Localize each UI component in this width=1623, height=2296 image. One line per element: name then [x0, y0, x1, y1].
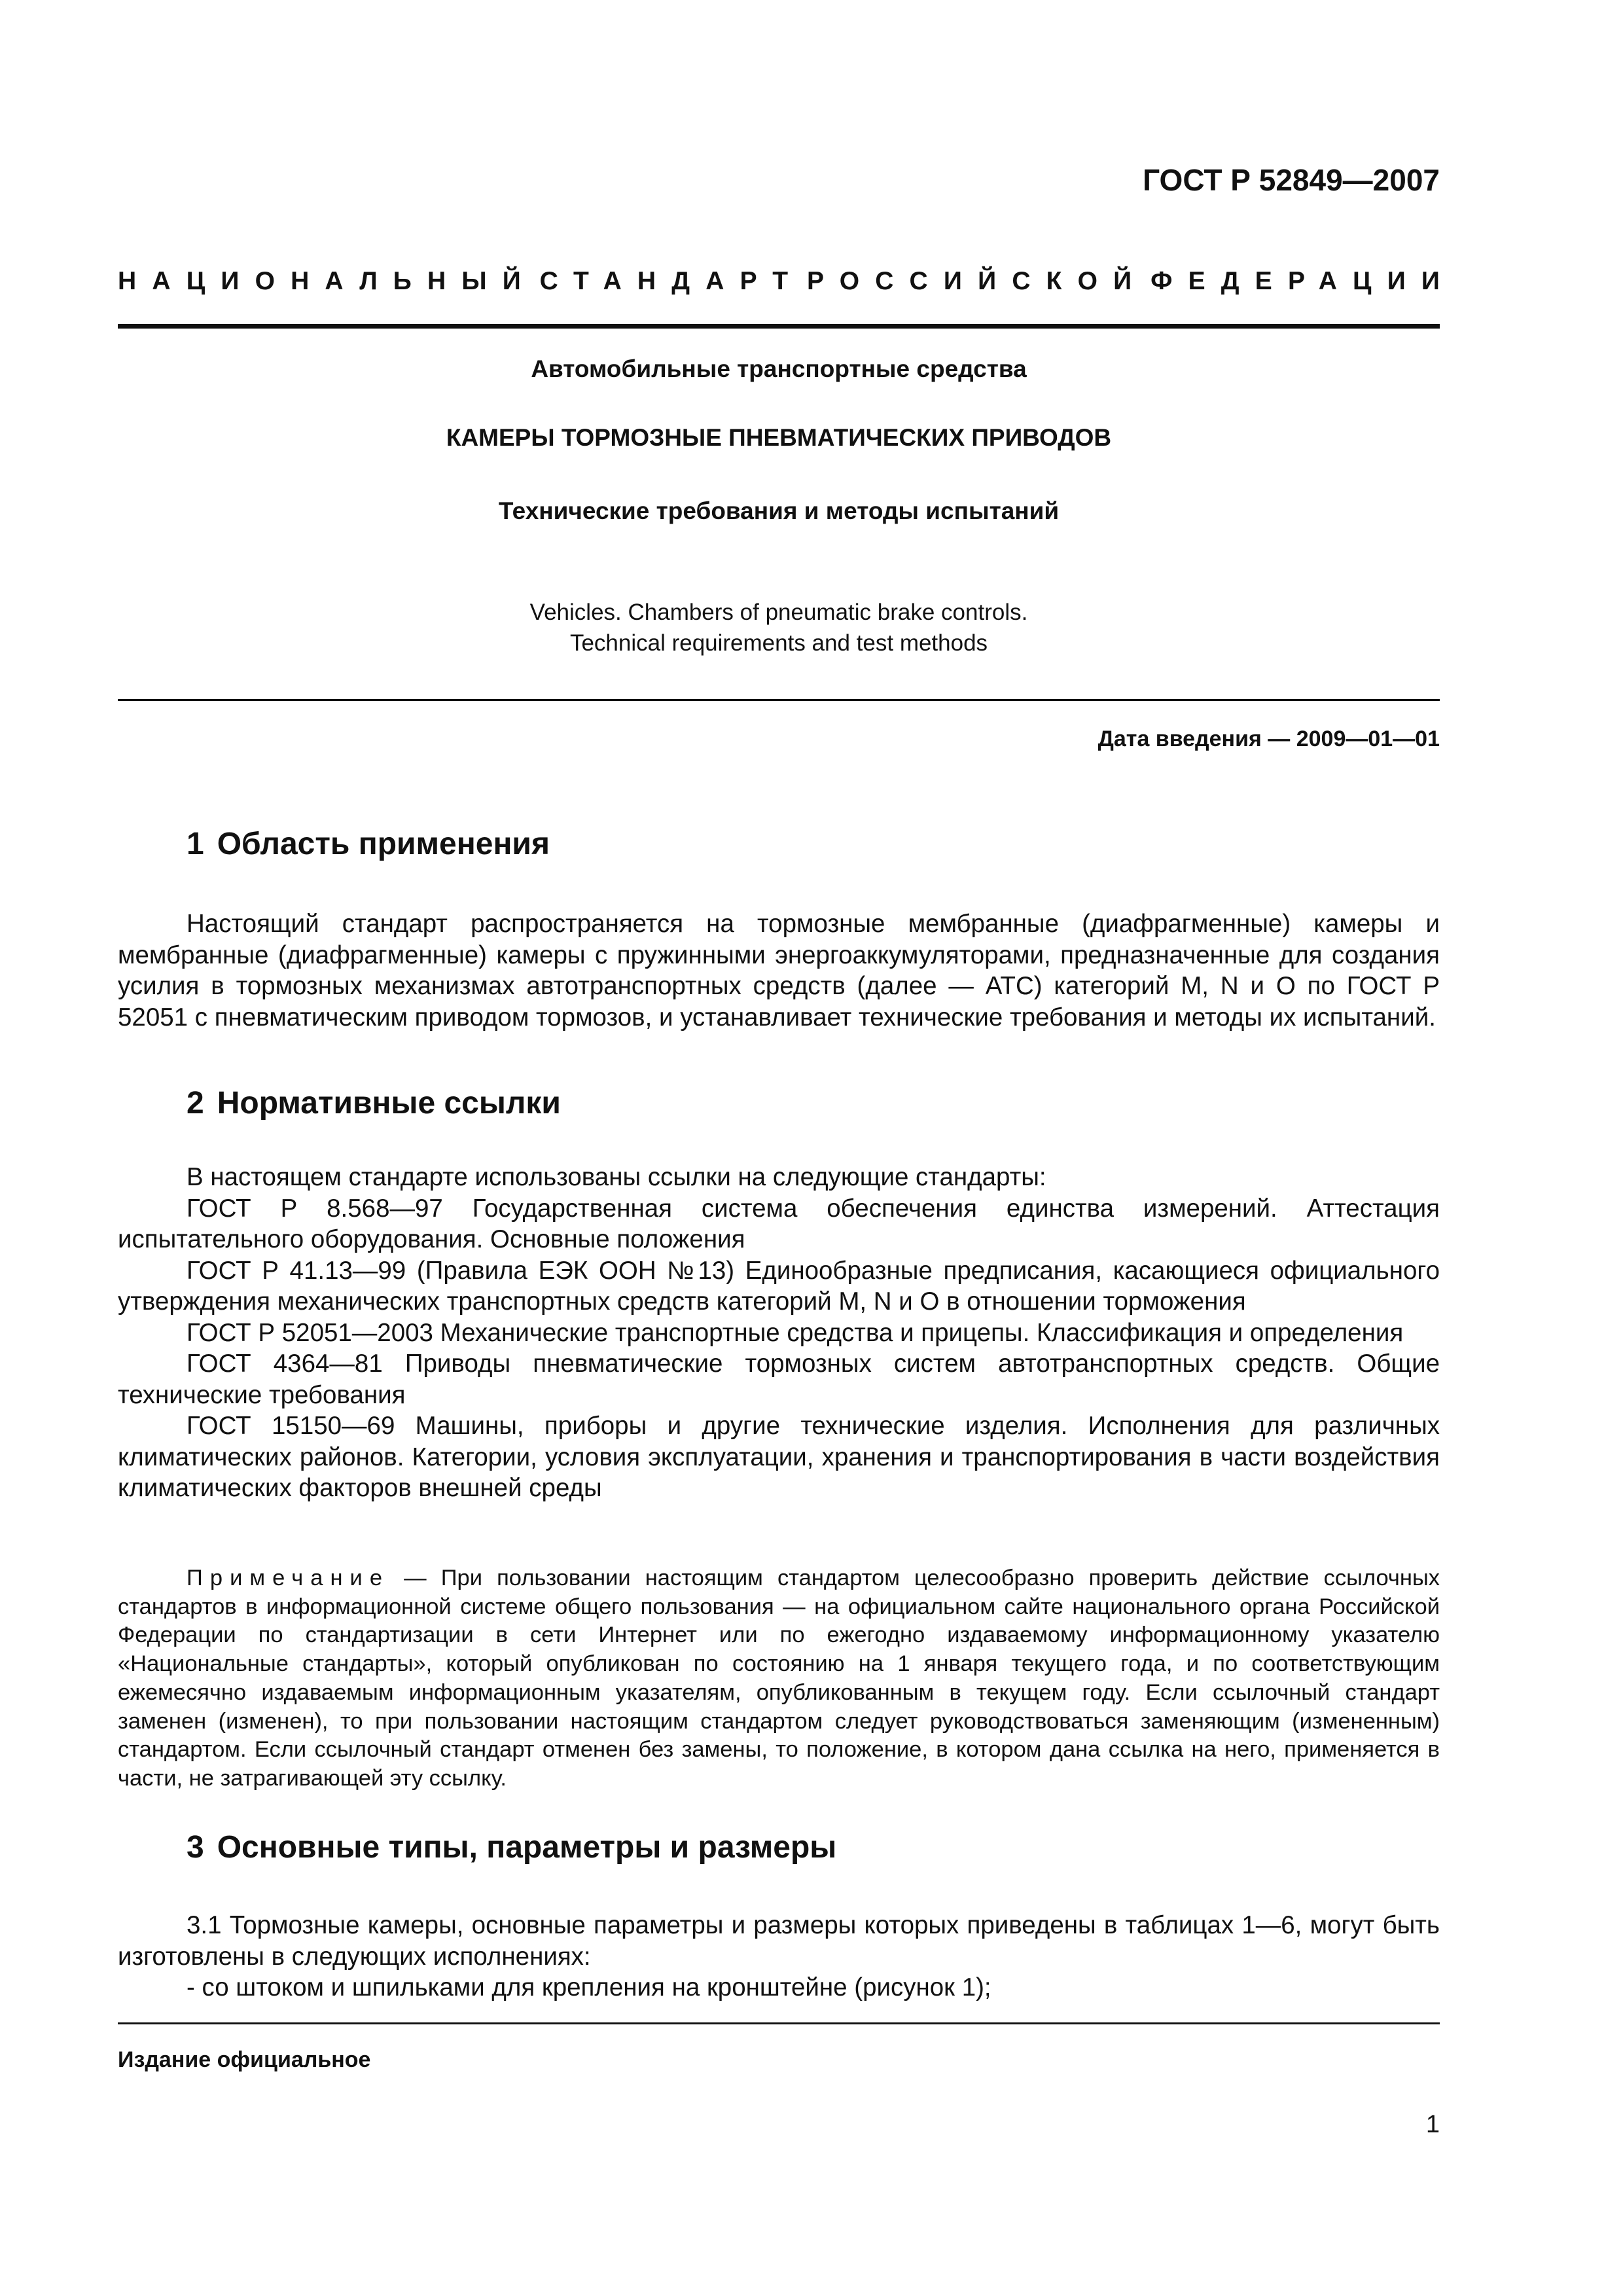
section-title: Область применения [217, 827, 550, 861]
banner-word: РОССИЙСКОЙ [807, 267, 1148, 295]
paragraph: 3.1 Тормозные камеры, основные параметры и размеры которых приведены в таблицах 1—6, могут быть изготовлены в следующих исполнениях: [118, 1911, 1440, 1971]
note-paragraph [118, 1564, 1440, 1793]
section-3-body [118, 1910, 1440, 2003]
title-subtitle: Технические требования и методы испытаний [498, 497, 1060, 524]
title-category: Автомобильные транспортные средства [531, 355, 1027, 382]
reference-item: ГОСТ Р 41.13—99 (Правила ЕЭК ООН №13) Единообразные предписания, касающиеся официального утверждения механических транспортных средств категорий М, N и О в отношении торможения [118, 1256, 1440, 1316]
section-number: 2 [187, 1086, 204, 1121]
section-heading-3 [187, 1829, 836, 1865]
section-heading-1 [187, 826, 550, 862]
reference-item: ГОСТ 4364—81 Приводы пневматические тормозных систем автотранспортных средств. Общие технические требования [118, 1350, 1440, 1409]
section-number: 3 [187, 1830, 204, 1865]
section-2-body [118, 1162, 1440, 1504]
english-title-line: Technical requirements and test methods [569, 630, 988, 656]
reference-item: ГОСТ Р 8.568—97 Государственная система обеспечения единства измерений. Аттестация испытательного оборудования. Основные положения [118, 1194, 1440, 1253]
section-heading-2 [187, 1085, 561, 1121]
document-code: ГОСТ Р 52849—2007 [1143, 163, 1440, 197]
reference-item: ГОСТ 15150—69 Машины, приборы и другие технические изделия. Исполнения для различных климатических районов. Категории, условия эксплуатации, хранения и транспортирования в части воздействия климатических факторов внешней среды [118, 1412, 1440, 1502]
introduction-date: Дата введения — 2009—01—01 [1097, 726, 1440, 751]
header-divider [118, 324, 1440, 329]
national-standard-banner [118, 267, 1456, 296]
banner-word: НАЦИОНАЛЬНЫЙ [118, 267, 537, 295]
edition-label: Издание официальное [118, 2047, 371, 2072]
banner-word: ФЕДЕРАЦИИ [1150, 267, 1456, 295]
list-item: - со штоком и шпильками для крепления на кронштейне (рисунок 1); [187, 1973, 991, 2001]
page-number: 1 [1425, 2111, 1440, 2138]
paragraph: Настоящий стандарт распространяется на тормозные мембранные (диафрагменные) камеры и мембранные (диафрагменные) камеры с пружинными энергоаккумуляторами, предназначенные для создания усилия в тормозных механизмах автотранспортных средств (далее — АТС) категорий М, N и О по ГОСТ Р 52051 с пневматическим приводом тормозов, и устанавливает технические требования и методы их испытаний. [118, 910, 1440, 1031]
title-main: КАМЕРЫ ТОРМОЗНЫЕ ПНЕВМАТИЧЕСКИХ ПРИВОДОВ [446, 424, 1112, 451]
footer-divider [118, 2022, 1440, 2024]
note-text: — При пользовании настоящим стандартом целесообразно проверить действие ссылочных стандартов в информационной системе общего пользования — на официальном сайте национального органа Российской Федерации по стандартизации в сети Интернет или по ежегодно издаваемому информационному указателю «Национальные стандарты», который опубликован по состоянию на 1 января текущего года, и по соответствующим ежемесячно издаваемым информационным указателям, опубликованным в текущем году. Если ссылочный стандарт заменен (изменен), то при пользовании настоящим стандартом следует руководствоваться заменяющим (измененным) стандартом. Если ссылочный стандарт отменен без замены, то положение, в котором дана ссылка на него, применяется в части, не затрагивающей эту ссылку. [118, 1566, 1440, 1791]
paragraph: В настоящем стандарте использованы ссылки на следующие стандарты: [187, 1163, 1046, 1191]
section-number: 1 [187, 827, 204, 861]
section-title: Основные типы, параметры и размеры [217, 1830, 837, 1865]
english-title-line: Vehicles. Chambers of pneumatic brake controls. [529, 600, 1028, 625]
section-title: Нормативные ссылки [217, 1086, 561, 1121]
section-1-body [118, 908, 1440, 1033]
banner-word: СТАНДАРТ [539, 267, 804, 295]
note-block [118, 1564, 1440, 1793]
reference-item: ГОСТ Р 52051—2003 Механические транспортные средства и прицепы. Классификация и определения [187, 1318, 1404, 1347]
note-label: Примечание [187, 1566, 390, 1590]
title-divider [118, 699, 1440, 701]
english-title [118, 597, 1440, 658]
